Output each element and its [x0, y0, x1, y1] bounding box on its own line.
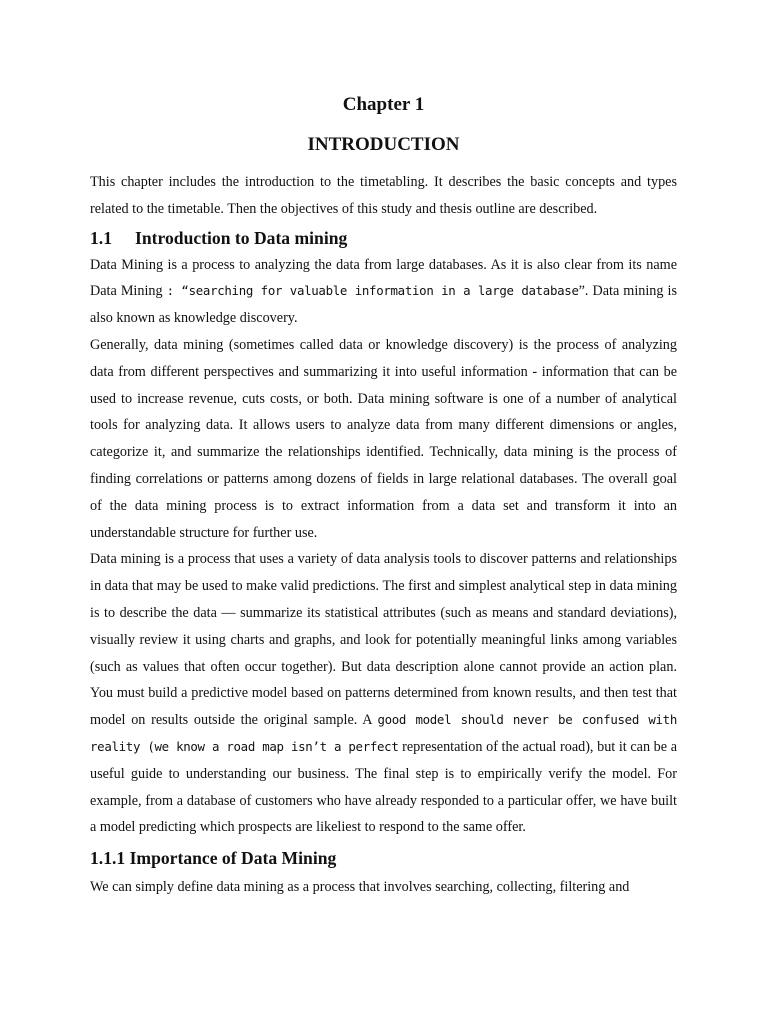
- intro-paragraph: This chapter includes the introduction to the timetabling. It describes the basic concepts and types related to the timetable. Then the objectives of this study and thesis outline are described.: [90, 174, 677, 217]
- paragraph-text: Data mining is a process that uses a variety of data analysis tools to discover patterns and relationships in data that may be used to make valid predictions. The first and simplest analytical step in data mining is to describe the data — summarize its statistical attributes (such as means and standard deviations), visually review it using charts and graphs, and look for potentially meaningful links among variables (such as values that often occur together). But data description alone cannot provide an action plan. You must build a predictive model based on patterns determined from known results, and then test that model on results outside the original sample. A: [90, 551, 677, 729]
- page-content: [90, 92, 677, 901]
- paragraph-text: representation of the actual road), but it can be a useful guide to understanding our business. The final step is to empirically verify the model. For example, from a database of customers who have already responded to a particular offer, we have built a model predicting which prospects are likeliest to respond to the same offer.: [90, 738, 677, 836]
- section-1-1-1-paragraph-1: We can simply define data mining as a process that involves searching, collecting, filtering and: [90, 879, 630, 896]
- section-1-1-paragraph-1: [90, 252, 677, 332]
- section-1-1-heading: [90, 225, 677, 251]
- section-1-1-number: 1.1: [90, 227, 112, 248]
- section-1-1-paragraph-2: Generally, data mining (sometimes called data or knowledge discovery) is the process of analyzing data from different perspectives and summarizing it into useful information - information that can be used to increase revenue, cuts costs, or both. Data mining software is one of a number of analytical tools for analyzing data. It allows users to analyze data from many different dimensions or angles, categorize it, and summarize the relationships identified. Technically, data mining is the process of finding correlations or patterns among dozens of fields in large relational databases. The overall goal of the data mining process is to extract information from a data set and transform it into an understandable structure for further use.: [90, 336, 677, 541]
- section-1-1-title: Introduction to Data mining: [135, 227, 348, 248]
- paragraph-text: Data Mining is a process to analyzing the data from large databases. As it is also clear from its name Data Mining: [90, 256, 677, 300]
- section-1-1-1-heading: 1.1.1 Importance of Data Mining: [90, 848, 337, 869]
- monospace-line: good model should never be confused with reality (we know a road map isn’t a perfect: [90, 712, 677, 754]
- paragraph-text: ”. Data mining is also known as knowledge discovery.: [90, 283, 677, 327]
- chapter-title: INTRODUCTION: [307, 134, 460, 155]
- quoted-definition: : “searching for valuable information in a large database: [166, 283, 579, 299]
- chapter-label: Chapter 1: [342, 94, 425, 115]
- section-1-1-paragraph-3: [90, 546, 677, 841]
